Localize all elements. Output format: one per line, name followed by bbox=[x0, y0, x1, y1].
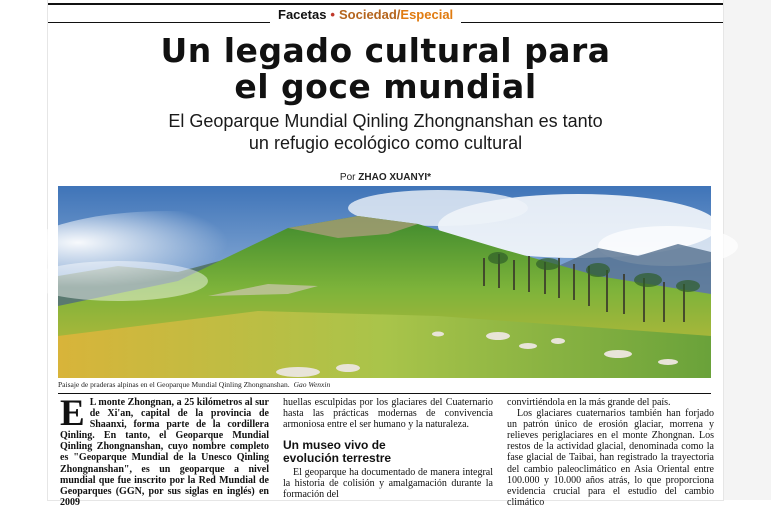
article-column-2 bbox=[283, 397, 493, 500]
photo-caption-text: Paisaje de praderas alpinas en el Geoparque Mundial Qinling Zhongnanshan. bbox=[58, 380, 290, 389]
photo-caption bbox=[58, 380, 711, 392]
article-title-line-2: el goce mundial bbox=[234, 67, 537, 106]
byline-author: ZHAO XUANYI* bbox=[358, 172, 432, 183]
column-2-paragraph-1: huellas esculpidas por los glaciares del Cuaternario hasta las prácticas modernas de convivencia armoniosa entre el ser humano y la naturaleza. bbox=[283, 397, 493, 431]
section-subheading bbox=[283, 439, 493, 464]
article-title-line-1: Un legado cultural para bbox=[160, 31, 611, 70]
article-column-3 bbox=[507, 397, 714, 508]
column-1-text: L monte Zhongnan, a 25 kilómetros al sur de Xi'an, capital de la provincia de Shaanxi, forma parte de la cordillera Qinling. En tanto, el Geoparque Mundial Qinling Zhongnanshan, cuyo nombre completo es "Geoparque Mundial de la Unesco Qinling Zhongnanshan", es un geoparque a nivel mundial que fue inscrito por la Red Mundial de Geoparques (GGN, por sus siglas en inglés) en 2009 bbox=[60, 397, 269, 508]
column-1-paragraph bbox=[60, 393, 269, 508]
byline bbox=[48, 172, 723, 183]
article-subtitle-line-1: El Geoparque Mundial Qinling Zhongnanshan es tanto bbox=[168, 111, 603, 131]
section-especial: Especial bbox=[400, 7, 454, 22]
section-header-bar bbox=[48, 3, 723, 23]
photo-credit: Gao Wenxin bbox=[293, 380, 331, 389]
article-subtitle-line-2: un refugio ecológico como cultural bbox=[248, 133, 523, 153]
bullet-icon: • bbox=[330, 7, 335, 22]
alpine-meadow-image bbox=[58, 186, 711, 378]
subheading-line-2: evolución terrestre bbox=[283, 450, 392, 465]
drop-cap: E bbox=[60, 393, 85, 434]
section-sociedad: Sociedad bbox=[338, 7, 397, 22]
subheading-line-1: Un museo vivo de bbox=[283, 438, 386, 453]
landscape-photo bbox=[58, 186, 711, 378]
article-column-1 bbox=[60, 393, 269, 508]
byline-prefix: Por bbox=[339, 172, 356, 183]
section-facetas: Facetas bbox=[278, 7, 327, 22]
column-3-paragraph-1: convirtiéndola en la más grande del país. bbox=[507, 397, 671, 408]
column-3-paragraph-2: Los glaciares cuaternarios también han forjado un patrón único de erosión glaciar, morrena y relieves periglaciares en el monte Zhongnan. Los restos de la actividad glacial, denominada como la fase glacial de Taibai, han registrado la trayectoria del cambio paleoclimático en Asia Oriental entre 100.000 y 10.000 años atrás, lo que proporciona evidencia crucial para el estudio del cambio climático bbox=[507, 408, 714, 508]
caption-divider bbox=[58, 393, 711, 394]
magazine-page bbox=[48, 0, 723, 508]
column-2-paragraph-2: El geoparque ha documentado de manera integral la historia de colisión y amalgamación durante la formación del bbox=[283, 467, 493, 501]
section-label bbox=[270, 6, 461, 23]
section-slash: / bbox=[396, 7, 401, 22]
